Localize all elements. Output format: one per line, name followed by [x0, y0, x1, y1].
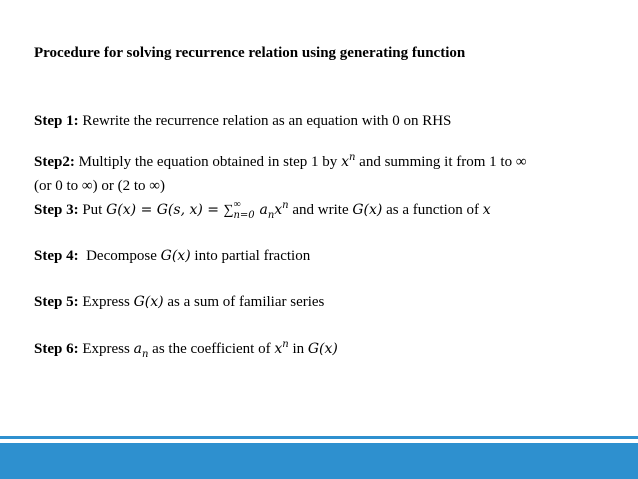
step-2	[34, 153, 618, 173]
step-4-label: Step 4:	[34, 248, 79, 264]
step-3	[34, 201, 618, 221]
step-2-continuation: (or 0 to ∞) or (2 to ∞)	[34, 178, 165, 194]
step-6-x-exponent: n	[282, 339, 289, 350]
step-3-a: a	[259, 202, 268, 218]
step-6-a-subscript: n	[141, 349, 149, 360]
step-6-a: a	[133, 341, 142, 357]
step-3-text-a: Put	[78, 202, 107, 218]
summation-limits	[233, 201, 259, 219]
footer-rule	[0, 436, 638, 439]
summation-symbol: ∑	[223, 203, 234, 218]
step-3-xvar: x	[482, 202, 491, 218]
step-5-label: Step 5:	[34, 294, 79, 310]
step-3-text-b: and write	[288, 202, 353, 218]
step-6-label: Step 6:	[34, 341, 79, 357]
step-3-x-exponent: n	[282, 200, 289, 211]
step-5-text-a: Express	[78, 294, 134, 310]
procedure-heading: Procedure for solving recurrence relation using generating function	[34, 45, 466, 61]
step-2-text-b: and summing it from 1 to ∞	[355, 154, 527, 170]
step-3-gx: G(x)	[352, 202, 383, 218]
step-3-text-c: as a function of	[382, 202, 483, 218]
step-2-text-a: Multiply the equation obtained in step 1 by	[74, 154, 342, 170]
step-4-text-a: Decompose	[78, 248, 161, 264]
step-3-x: x	[274, 202, 283, 218]
step-3-a-subscript: n	[267, 210, 275, 221]
step-1-label: Step 1:	[34, 113, 79, 129]
step-3-equation: G(x) = G(s, x) =	[106, 202, 224, 218]
step-5	[34, 293, 618, 311]
step-6-text-a: Express	[78, 341, 134, 357]
step-6-text-c: in	[288, 341, 308, 357]
step-1	[34, 112, 618, 130]
step-2-x: x	[341, 154, 349, 170]
step-5-gx: G(x)	[133, 294, 164, 310]
footer-bar	[0, 443, 638, 479]
step-2-exponent: n	[348, 152, 356, 163]
step-5-text-b: as a sum of familiar series	[163, 294, 325, 310]
step-6	[34, 340, 618, 360]
summation-lower: n=0	[233, 210, 255, 221]
summation-upper: ∞	[233, 199, 241, 210]
step-2-label: Step2:	[34, 154, 75, 170]
step-6-x: x	[274, 341, 283, 357]
step-4-text-b: into partial fraction	[190, 248, 311, 264]
step-6-text-b: as the coefficient of	[148, 341, 275, 357]
step-4-gx: G(x)	[160, 248, 191, 264]
step-6-gx: G(x)	[307, 341, 338, 357]
step-1-text: Rewrite the recurrence relation as an equation with 0 on RHS	[78, 113, 452, 129]
step-3-label: Step 3:	[34, 202, 79, 218]
step-4	[34, 247, 618, 265]
